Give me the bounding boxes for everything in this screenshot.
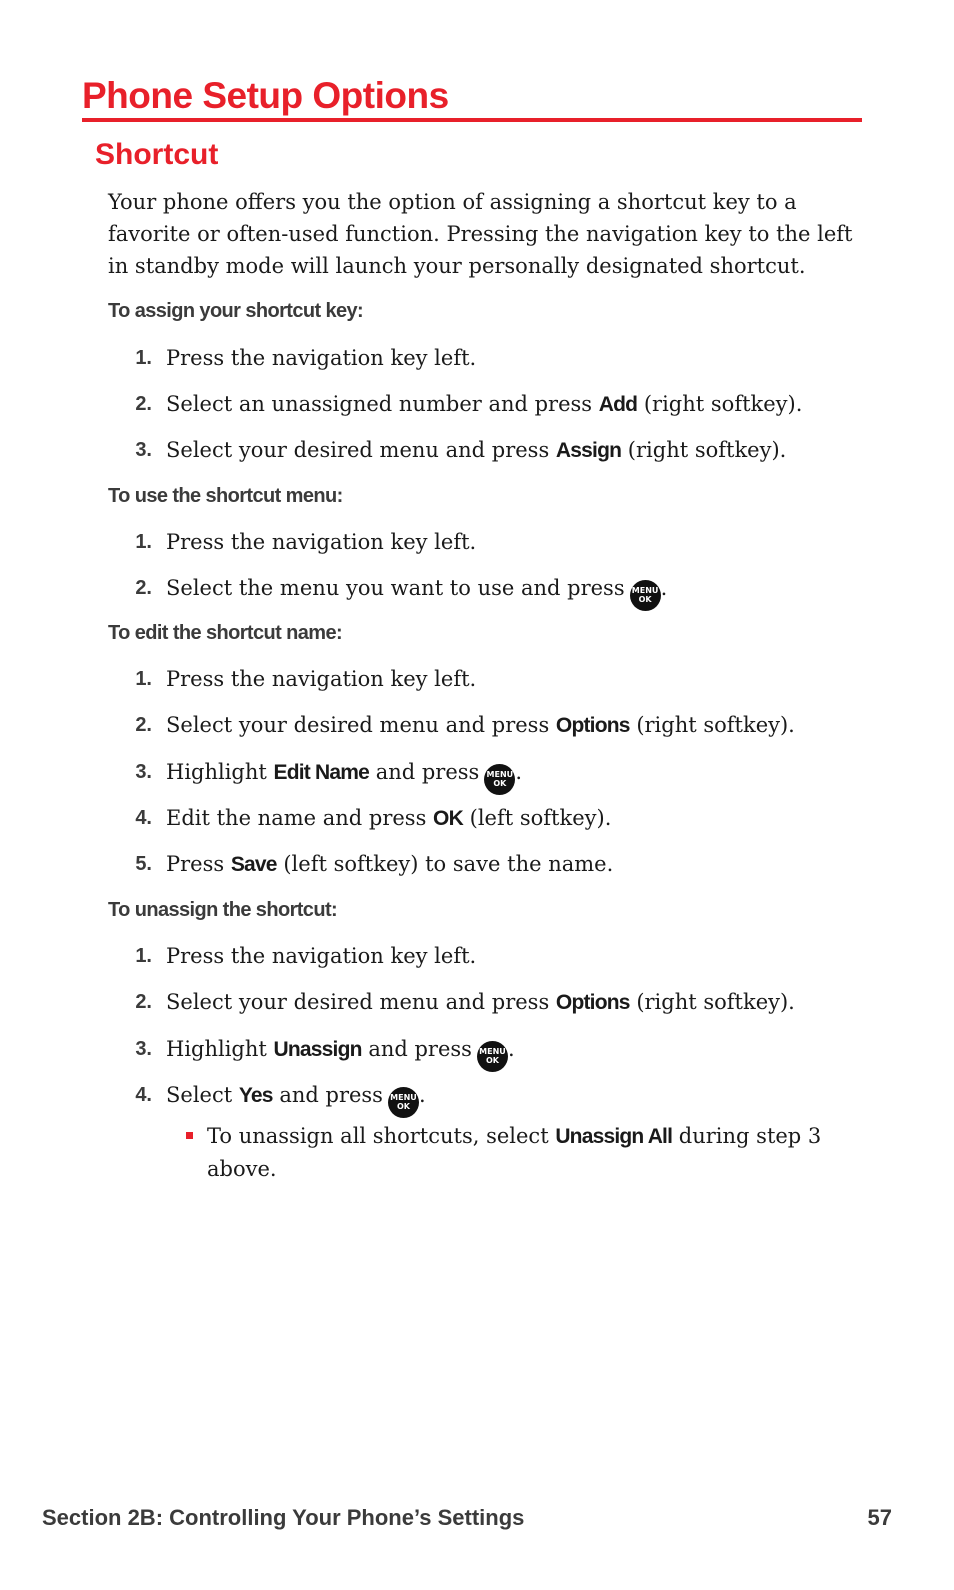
step-text-post: .	[515, 760, 523, 784]
step-number: 2.	[135, 393, 152, 415]
assign-step-1	[122, 341, 862, 375]
step-text-post: (left softkey).	[462, 806, 612, 830]
menu-label-edit-name: Edit Name	[273, 761, 370, 784]
edit-step-2	[122, 708, 862, 742]
step-text	[166, 387, 802, 422]
step-text-post: (right softkey).	[629, 990, 795, 1014]
step-text	[166, 1032, 515, 1072]
menu-ok-icon: MENU OK	[484, 764, 515, 795]
step-number: 3.	[135, 1038, 152, 1060]
edit-step-1	[122, 662, 862, 696]
step-text	[166, 847, 613, 882]
softkey-label-options: Options	[555, 714, 630, 737]
assign-step-3	[122, 433, 862, 467]
step-text-pre: Select your desired menu and press	[166, 713, 556, 737]
step-number: 1.	[135, 668, 152, 690]
softkey-label-ok: OK	[433, 807, 463, 830]
step-text-post: (right softkey).	[637, 392, 803, 416]
menu-label-unassign-all: Unassign All	[555, 1125, 673, 1148]
step-text: Press the navigation key left.	[166, 346, 477, 370]
step-text	[166, 571, 667, 611]
step-number: 4.	[135, 807, 152, 829]
step-number: 5.	[135, 853, 152, 875]
step-number: 1.	[135, 531, 152, 553]
note-text-post: during step 3 above.	[207, 1124, 822, 1181]
unassign-step-3	[122, 1032, 862, 1066]
step-text	[166, 801, 611, 836]
footer-page-number: 57	[867, 1505, 892, 1530]
unassign-step-4	[122, 1078, 862, 1112]
step-text-pre: Press	[166, 852, 231, 876]
assign-heading: To assign your shortcut key:	[108, 300, 364, 322]
unassign-heading: To unassign the shortcut:	[108, 899, 338, 921]
softkey-label-options: Options	[555, 991, 630, 1014]
step-text-post: .	[660, 576, 668, 600]
footer-section-title: Section 2B: Controlling Your Phone’s Settings	[42, 1505, 525, 1530]
softkey-label-add: Add	[598, 393, 638, 416]
step-text-pre: Highlight	[166, 760, 274, 784]
page-title: Phone Setup Options	[82, 75, 449, 116]
step-number: 3.	[135, 761, 152, 783]
step-text	[166, 708, 795, 743]
assign-step-2	[122, 387, 862, 421]
step-number: 2.	[135, 714, 152, 736]
menu-ok-icon: MENU OK	[388, 1087, 419, 1118]
step-text-pre: Highlight	[166, 1037, 274, 1061]
edit-heading: To edit the shortcut name:	[108, 622, 343, 644]
step-text-pre: Edit the name and press	[166, 806, 434, 830]
step-text-mid: and press	[369, 760, 480, 784]
step-text	[166, 755, 522, 795]
step-text-pre: Select your desired menu and press	[166, 990, 556, 1014]
step-number: 1.	[135, 347, 152, 369]
step-text: Press the navigation key left.	[166, 944, 477, 968]
menu-label-yes: Yes	[238, 1084, 273, 1107]
intro-paragraph: Your phone offers you the option of assigning a shortcut key to a favorite or often-used function. Pressing the navigation key to the left in standby mode will launch your personally designated shortcut.	[108, 190, 853, 278]
step-text-pre: Select your desired menu and press	[166, 438, 556, 462]
step-text-mid: and press	[361, 1037, 472, 1061]
step-text	[166, 1078, 426, 1118]
step-text: Press the navigation key left.	[166, 530, 477, 554]
step-number: 2.	[135, 991, 152, 1013]
step-text-post: .	[418, 1083, 426, 1107]
step-text-pre: Select the menu you want to use and press	[166, 576, 625, 600]
step-text-post: (left softkey) to save the name.	[276, 852, 614, 876]
menu-label-unassign: Unassign	[273, 1038, 362, 1061]
step-text-pre: Select	[166, 1083, 239, 1107]
step-text	[166, 433, 786, 468]
unassign-step-2	[122, 985, 862, 1019]
bullet-icon	[186, 1132, 193, 1139]
menu-ok-icon: MENU OK	[477, 1041, 508, 1072]
step-text-post: (right softkey).	[621, 438, 787, 462]
section-heading: Shortcut	[95, 138, 219, 171]
edit-step-4	[122, 801, 862, 835]
softkey-label-assign: Assign	[555, 439, 622, 462]
step-number: 2.	[135, 577, 152, 599]
step-text-post: (right softkey).	[629, 713, 795, 737]
step-text-pre: Select an unassigned number and press	[166, 392, 599, 416]
step-text-mid: and press	[272, 1083, 383, 1107]
edit-step-3	[122, 755, 862, 789]
step-text-post: .	[507, 1037, 515, 1061]
step-text	[166, 985, 795, 1020]
note-text-pre: To unassign all shortcuts, select	[207, 1124, 556, 1148]
edit-step-5	[122, 847, 862, 881]
menu-ok-icon: MENU OK	[630, 580, 661, 611]
step-number: 4.	[135, 1084, 152, 1106]
step-number: 3.	[135, 439, 152, 461]
step-text: Press the navigation key left.	[166, 667, 477, 691]
note-text	[207, 1120, 827, 1185]
step-number: 1.	[135, 945, 152, 967]
unassign-step-1	[122, 939, 862, 973]
use-step-2	[122, 571, 862, 605]
use-heading: To use the shortcut menu:	[108, 485, 343, 507]
title-rule	[82, 118, 862, 122]
use-step-1	[122, 525, 862, 559]
softkey-label-save: Save	[230, 853, 277, 876]
